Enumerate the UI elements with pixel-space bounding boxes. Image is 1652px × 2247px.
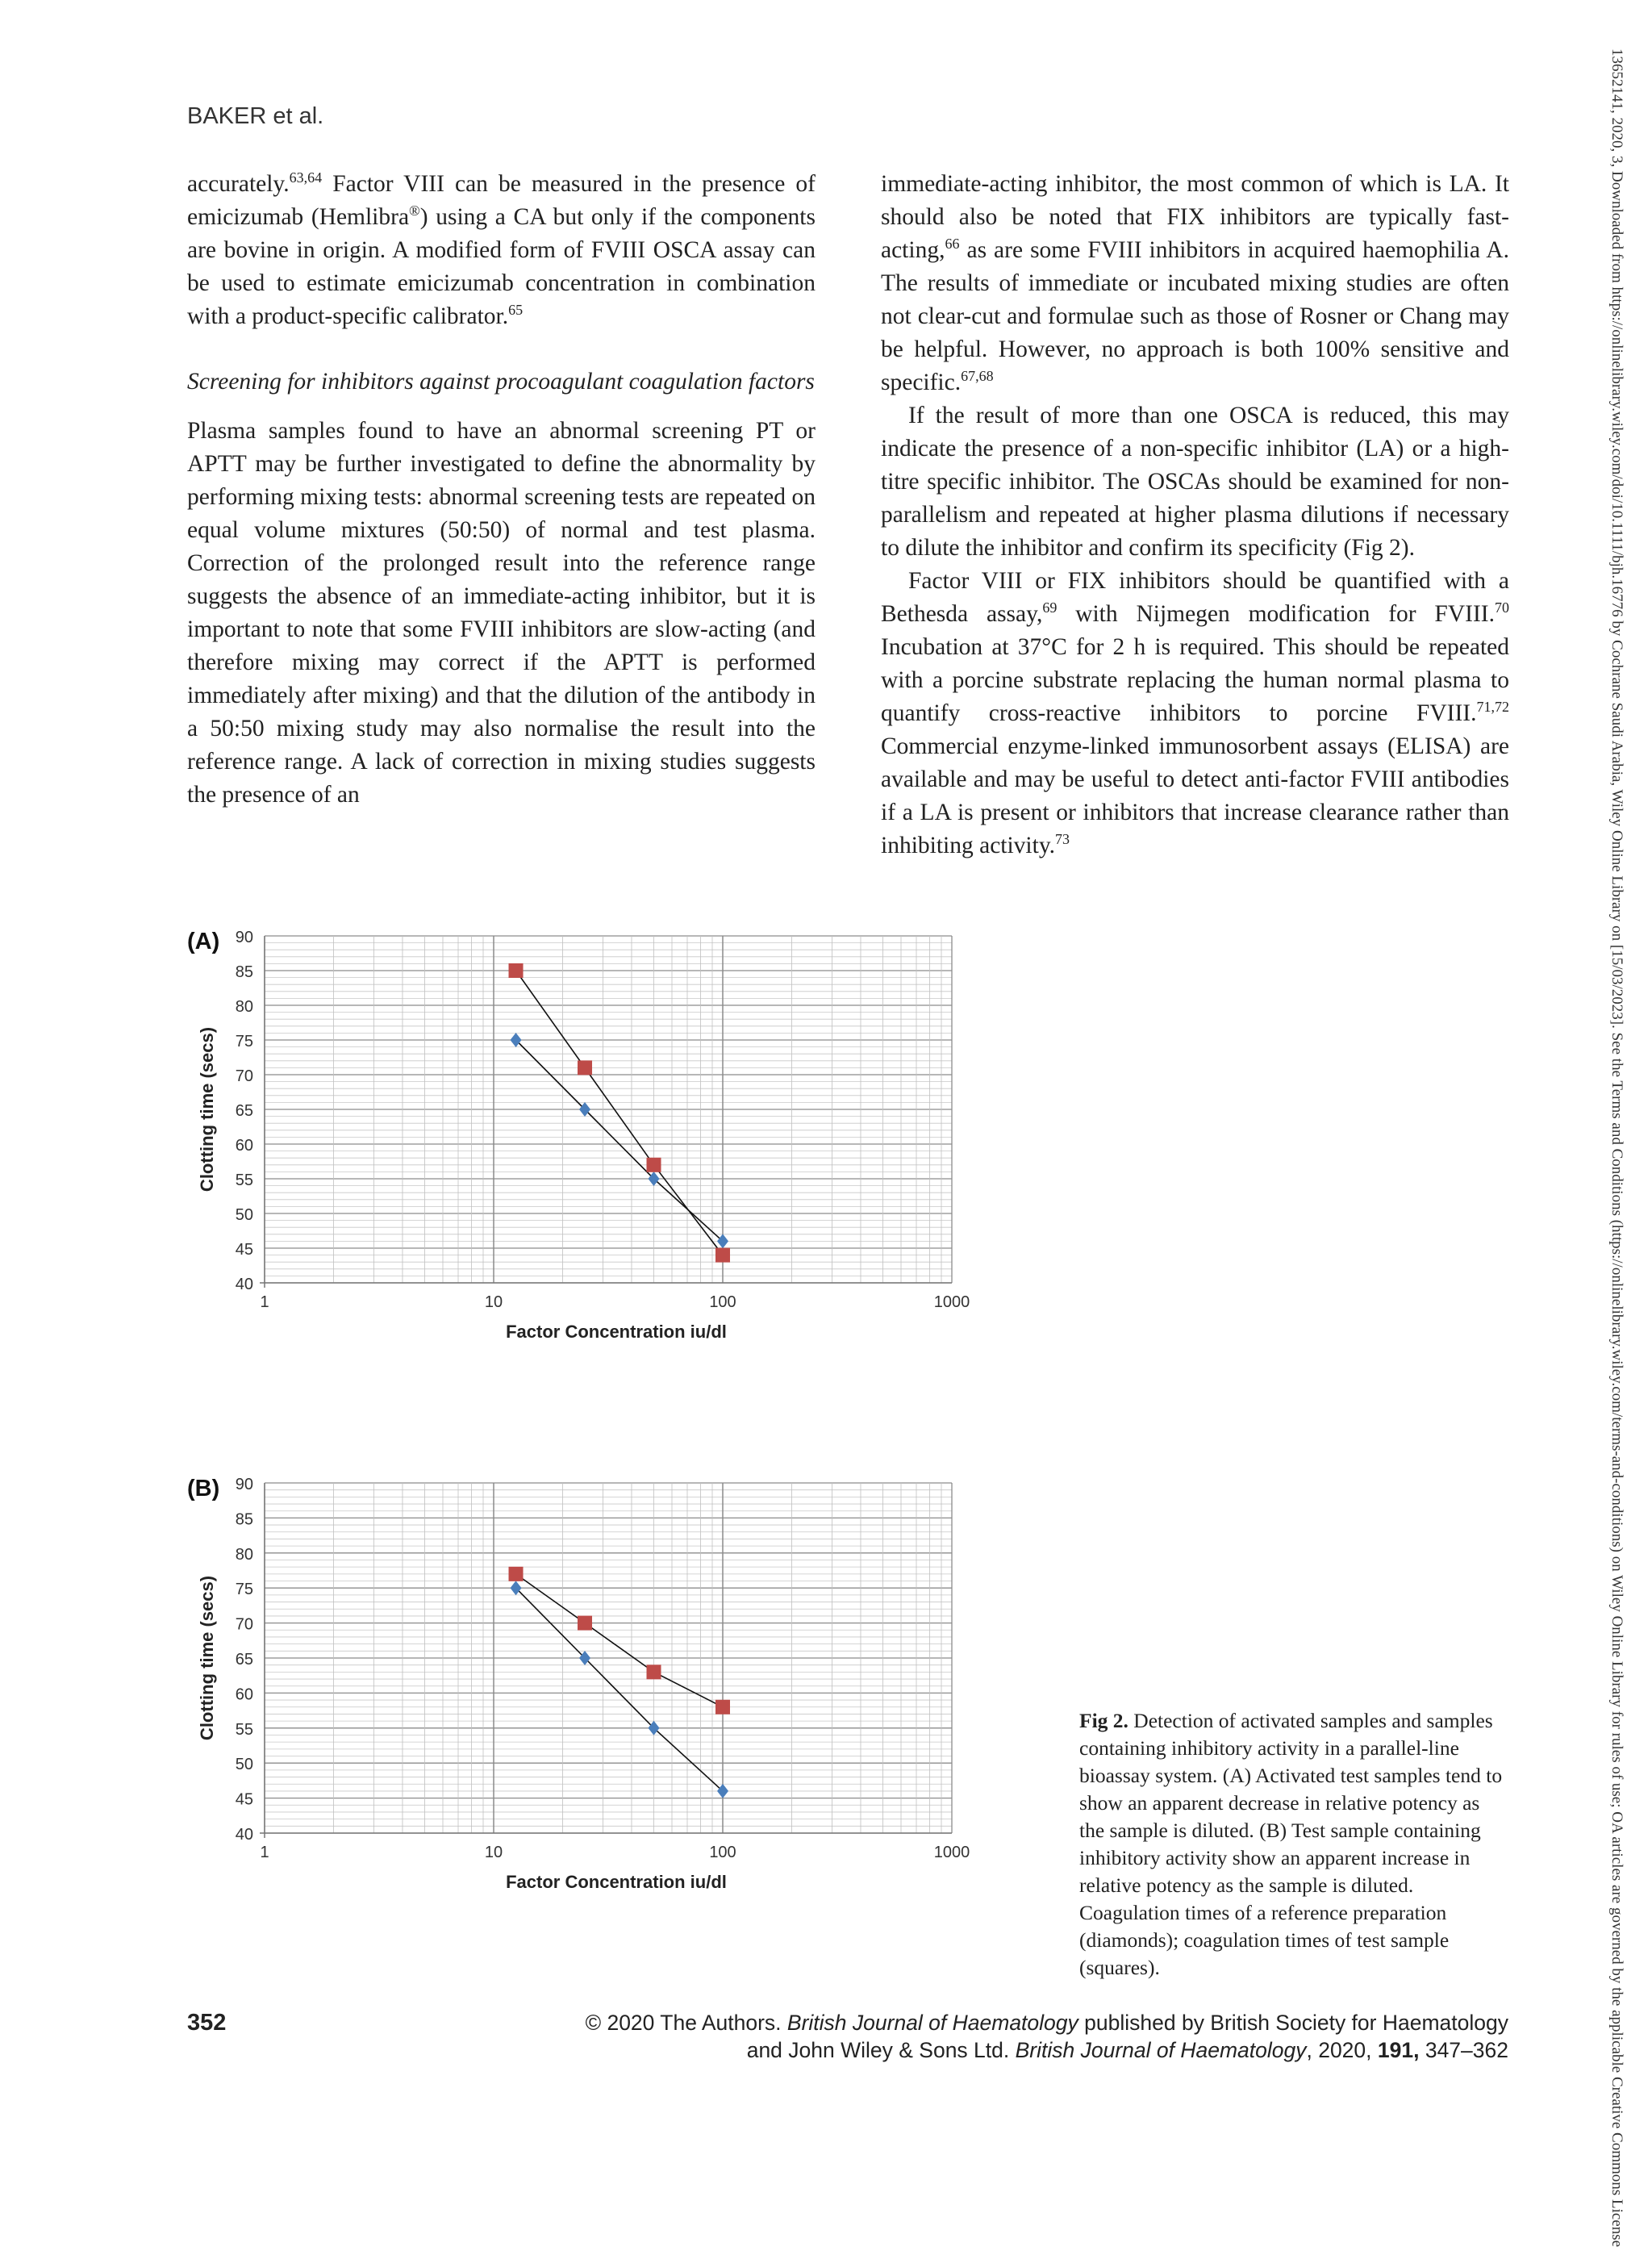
x-axis-label: Factor Concentration iu/dl — [506, 1322, 727, 1342]
text: 347–362 — [1419, 2038, 1508, 2062]
caption-label: Fig 2. — [1079, 1709, 1128, 1732]
x-tick-label: 1 — [260, 1293, 269, 1311]
text: immediate-acting inhibitor, the most common of which is LA. It should also be noted that FIX inhibitors are typically fast-acting, — [881, 171, 1509, 263]
y-tick-label: 50 — [235, 1756, 253, 1774]
square-marker — [647, 1664, 661, 1679]
paragraph: Plasma samples found to have an abnormal screening PT or APTT may be further investigated to define the abnormality by performing mixing tests: abnormal screening tests are repeated on equal volume mixtures (50:50) of normal and test plasma. Correction of the prolonged result into the reference range suggests the absence of an immediate-acting inhibitor, but it is important to note that some FVIII inhibitors are slow-acting (and therefore mixing may correct if the APTT is performed immediately after mixing) and that the dilution of the antibody in a 50:50 mixing study may also normalise the result into the reference range. A lack of correction in mixing studies suggests the presence of an — [187, 418, 816, 808]
text: ) using a CA but only if the components are bovine in origin. A modified form of FVIII OSCA assay can be used to estimate emicizumab concentration in combination with a product-specific calibrator. — [187, 204, 816, 329]
chart-b — [179, 1460, 986, 1985]
registered-mark: ® — [409, 203, 420, 219]
left-column — [187, 168, 816, 812]
caption-text: Detection of activated samples and samples containing inhibitory activity in a parallel-line bioassay system. (A) Activated test samples tend to show an apparent decrease in relative potency as the sample is diluted. (B) Test sample containing inhibitory activity show an apparent increase in relative potency as the sample is diluted. Coagulation times of a reference preparation (diamonds); coagulation times of test sample (squares). — [1079, 1709, 1503, 1979]
text: Commercial enzyme-linked immunosorbent assays (ELISA) are available and may be useful to detect anti-factor FVIII antibodies if a LA is present or inhibitors that increase clearance rather than inhibiting activity. — [881, 733, 1509, 858]
citation: 65 — [508, 302, 524, 319]
x-axis-label: Factor Concentration iu/dl — [506, 1872, 727, 1892]
diamond-marker — [511, 1581, 522, 1595]
x-tick-label: 1 — [260, 1844, 269, 1861]
text: with Nijmegen modification for FVIII. — [1057, 601, 1495, 627]
citation: 71,72 — [1476, 699, 1509, 716]
citation: 67,68 — [961, 368, 994, 385]
y-tick-label: 40 — [235, 1276, 253, 1293]
y-tick-label: 90 — [235, 1476, 253, 1493]
paragraph — [881, 565, 1509, 862]
y-axis-label: Clotting time (secs) — [197, 1575, 217, 1741]
diamond-marker — [579, 1651, 590, 1665]
panel-label: (B) — [187, 1476, 220, 1501]
square-marker — [578, 1616, 592, 1631]
volume: 191, — [1377, 2038, 1420, 2062]
paragraph: If the result of more than one OSCA is reduced, this may indicate the presence of a non-specific inhibitor (LA) or a high-titre specific inhibitor. The OSCAs should be examined for non-parallelism and repeated at higher plasma dilutions if necessary to dilute the inhibitor and confirm its specificity (Fig 2). — [881, 403, 1509, 561]
y-tick-label: 60 — [235, 1137, 253, 1155]
text: and John Wiley & Sons Ltd. — [746, 2038, 1016, 2062]
journal-name: British Journal of Haematology — [1015, 2038, 1307, 2062]
citation: 66 — [945, 236, 960, 253]
chart-a — [179, 920, 986, 1468]
diamond-marker — [511, 1033, 522, 1047]
citation: 73 — [1055, 831, 1070, 848]
y-tick-label: 45 — [235, 1241, 253, 1259]
right-column — [881, 168, 1509, 862]
y-tick-label: 55 — [235, 1172, 253, 1189]
y-tick-label: 90 — [235, 929, 253, 946]
square-marker — [647, 1158, 661, 1172]
paragraph — [881, 168, 1509, 399]
running-head: BAKER et al. — [187, 103, 324, 129]
y-tick-label: 65 — [235, 1102, 253, 1120]
square-marker — [509, 1567, 524, 1581]
y-axis-label: Clotting time (secs) — [197, 1026, 217, 1192]
citation: 70 — [1494, 599, 1509, 616]
x-tick-label: 1000 — [933, 1844, 970, 1861]
x-tick-label: 100 — [709, 1844, 736, 1861]
y-tick-label: 50 — [235, 1206, 253, 1224]
y-tick-label: 80 — [235, 1545, 253, 1564]
text: accurately. — [187, 171, 290, 197]
text: Factor VIII can be measured in the presence of emicizumab (Hemlibra — [187, 171, 816, 230]
diamond-marker — [649, 1721, 660, 1735]
y-tick-label: 85 — [235, 1510, 253, 1529]
y-tick-label: 75 — [235, 1581, 253, 1599]
section-heading: Screening for inhibitors against procoagulant coagulation factors — [187, 369, 815, 395]
square-marker — [578, 1060, 592, 1075]
x-tick-label: 10 — [484, 1293, 503, 1311]
text: Factor VIII or FIX inhibitors should be quantified with a Bethesda assay, — [881, 568, 1509, 627]
copyright-footer — [586, 2009, 1508, 2064]
journal-name: British Journal of Haematology — [786, 2011, 1078, 2035]
y-tick-label: 85 — [235, 963, 253, 981]
fit-line — [516, 1040, 723, 1241]
text: as are some FVIII inhibitors in acquired haemophilia A. The results of immediate or incubated mixing studies are often not clear-cut and formulae such as those of Rosner or Chang may be helpful. However, no approach is both 100% sensitive and specific. — [881, 237, 1509, 395]
y-tick-label: 60 — [235, 1685, 253, 1704]
diamond-marker — [649, 1172, 660, 1186]
download-notice: 13652141, 2020, 3, Downloaded from https://onlinelibrary.wiley.com/doi/10.1111/bjh.16776 by Cochrane Saudi Arabia, Wiley Online Library on [15/03/2023]. See the Terms and Conditions (https://onlinelibrary.wiley.com/terms-and-conditions) on Wiley Online Library for rules of use; OA articles are governed by the applicable Creative Commons License — [1608, 48, 1625, 2247]
x-tick-label: 10 — [484, 1844, 503, 1861]
text: Incubation at 37°C for 2 h is required. This should be repeated with a porcine substrate replacing the human normal plasma to quantify cross-reactive inhibitors to porcine FVIII. — [881, 634, 1509, 726]
fit-line — [516, 1588, 723, 1791]
y-tick-label: 80 — [235, 998, 253, 1016]
square-marker — [715, 1248, 730, 1263]
text: © 2020 The Authors. — [585, 2011, 787, 2035]
diamond-marker — [717, 1784, 728, 1798]
square-marker — [509, 963, 524, 978]
x-tick-label: 100 — [709, 1293, 736, 1311]
y-tick-label: 70 — [235, 1067, 253, 1085]
citation: 63,64 — [289, 169, 323, 186]
fit-line — [516, 1574, 723, 1707]
x-tick-label: 1000 — [933, 1293, 970, 1311]
y-tick-label: 45 — [235, 1790, 253, 1809]
text: published by British Society for Haematology — [1078, 2011, 1508, 2035]
square-marker — [715, 1700, 730, 1714]
page-number: 352 — [187, 2010, 227, 2036]
y-tick-label: 70 — [235, 1615, 253, 1634]
text: , 2020, — [1306, 2038, 1378, 2062]
y-tick-label: 65 — [235, 1651, 253, 1669]
y-tick-label: 75 — [235, 1033, 253, 1050]
y-tick-label: 55 — [235, 1720, 253, 1739]
paragraph — [187, 168, 816, 333]
citation: 69 — [1042, 599, 1058, 616]
figure-caption — [1079, 1707, 1508, 1982]
panel-label: (A) — [187, 929, 220, 954]
diamond-marker — [579, 1102, 590, 1117]
diamond-marker — [717, 1234, 728, 1248]
y-tick-label: 40 — [235, 1826, 253, 1844]
